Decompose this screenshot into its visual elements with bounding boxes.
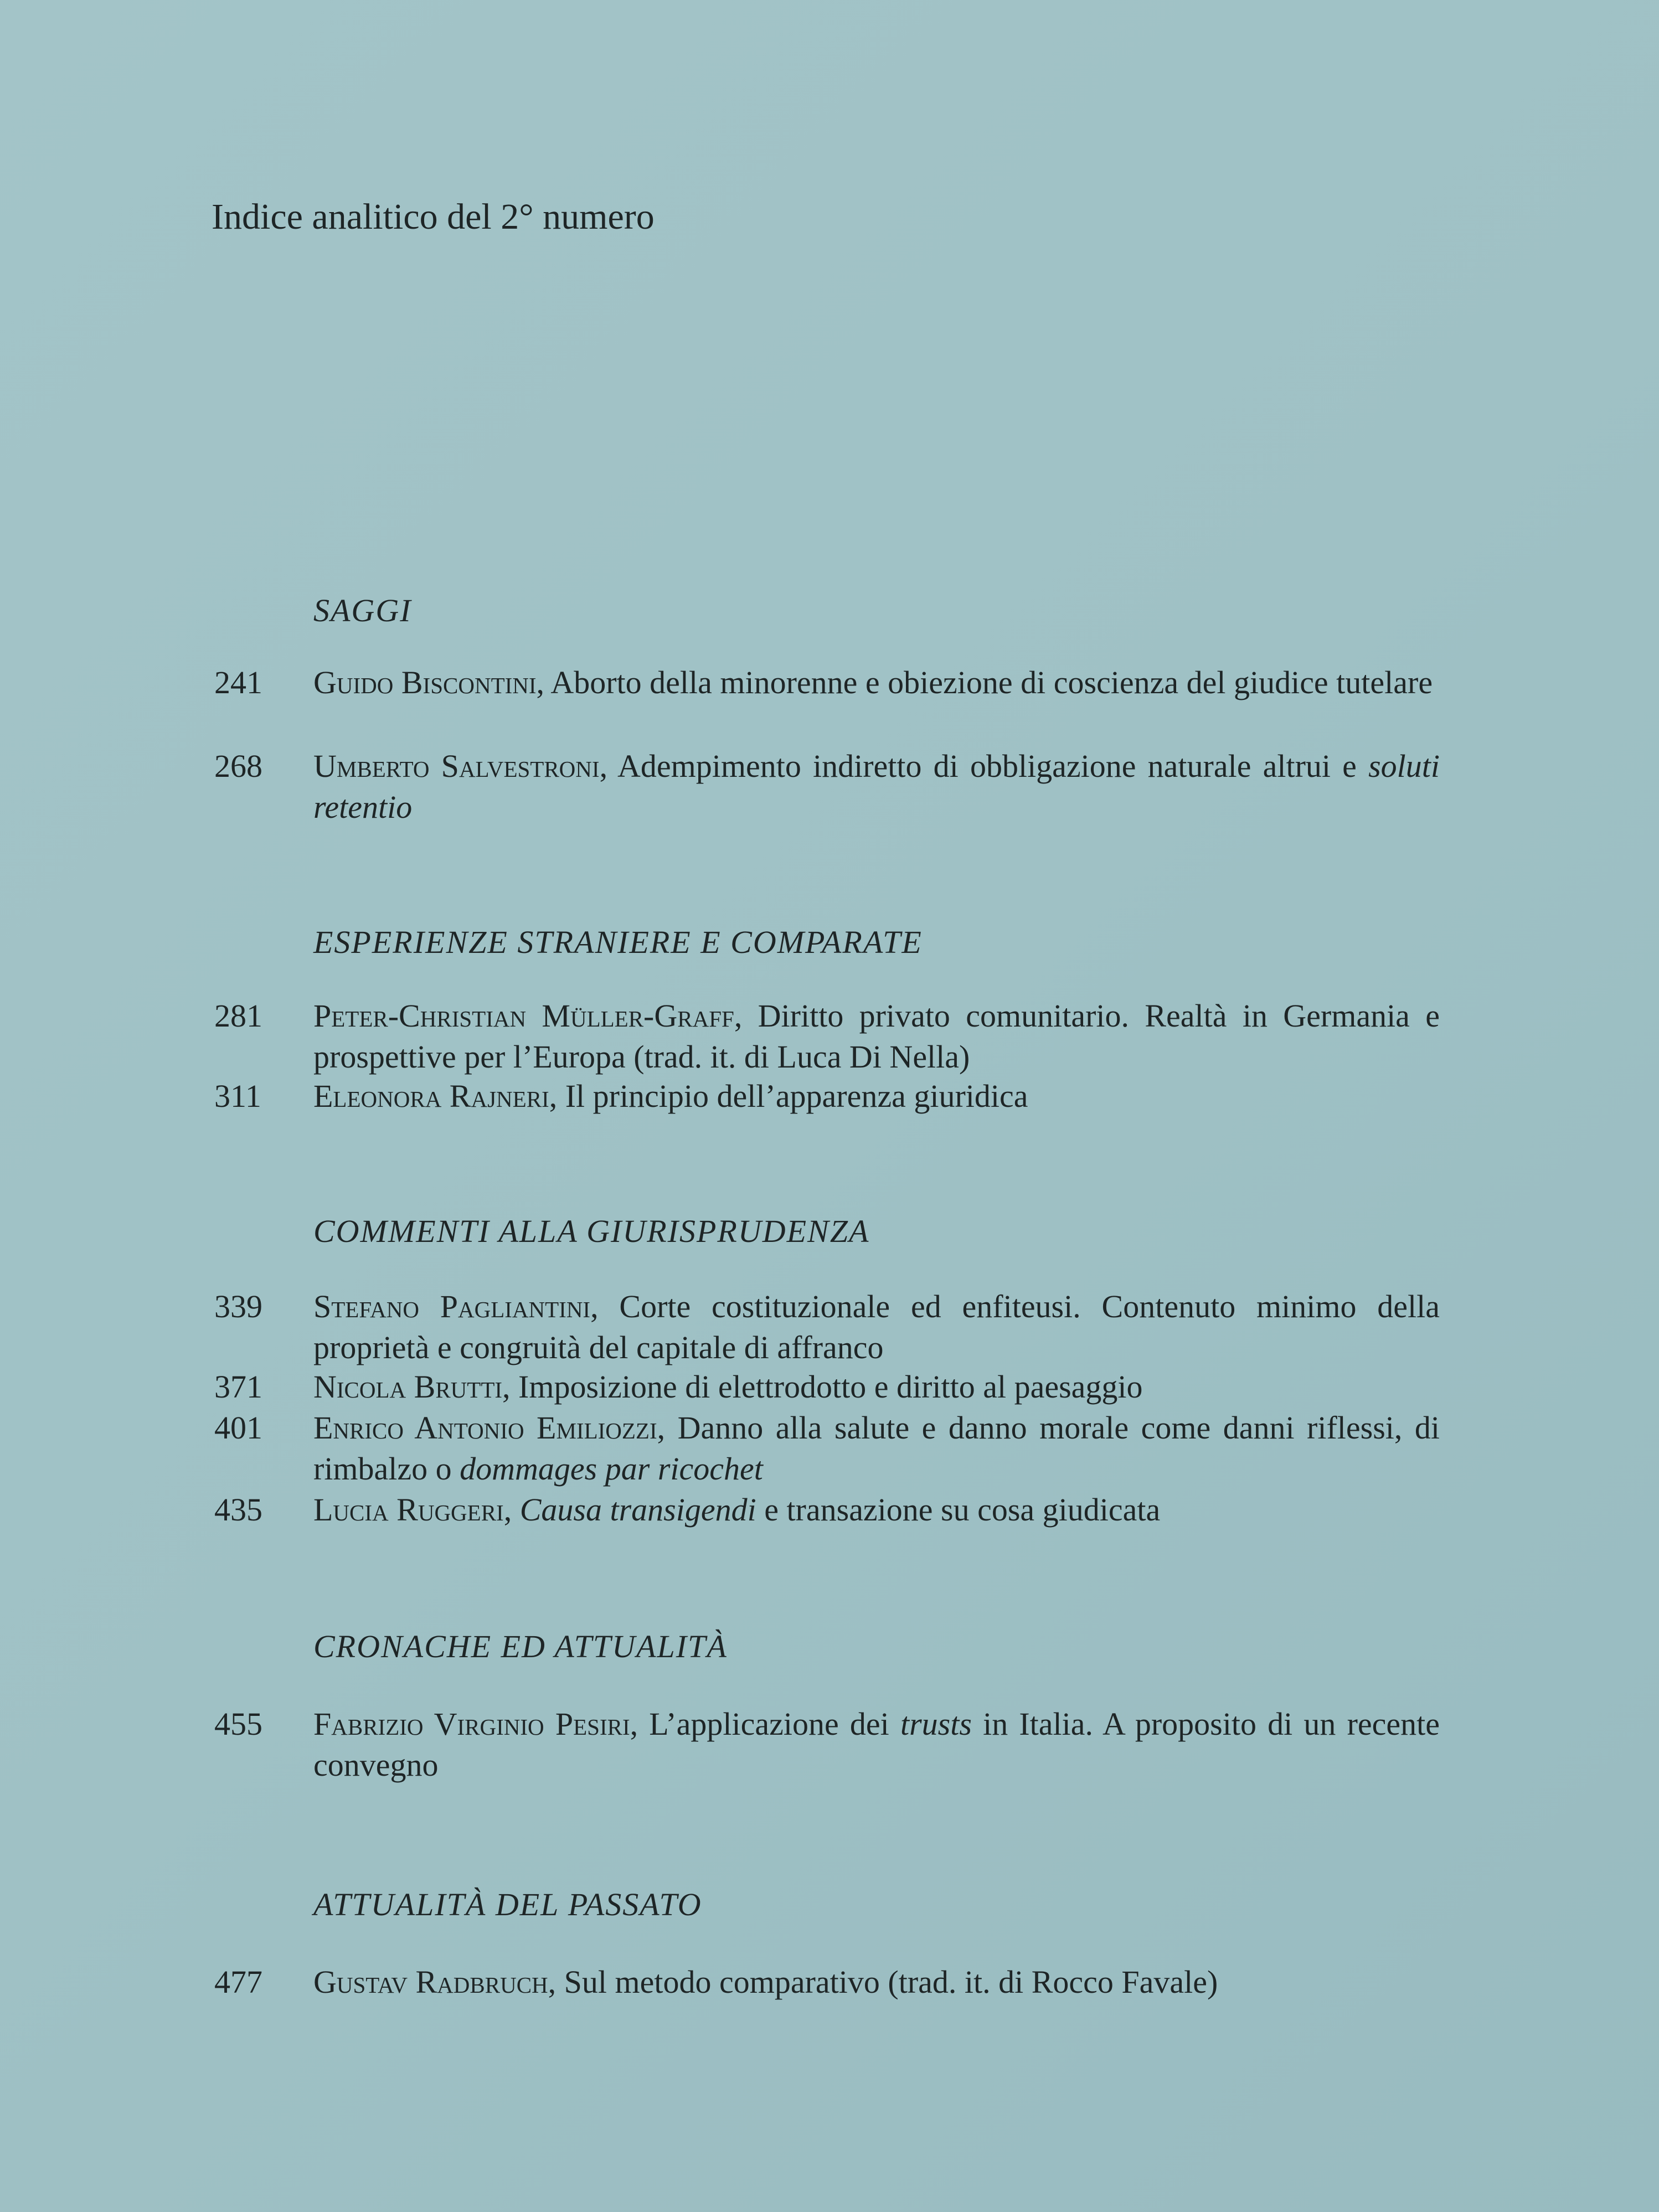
page-number: 455 (214, 1706, 262, 1742)
toc-entry (214, 662, 1440, 703)
title-part: e transazione su cosa giudicata (756, 1492, 1161, 1528)
title-part: , L’applicazione dei (630, 1706, 900, 1742)
page-title: Indice analitico del 2° numero (212, 197, 655, 237)
entry-text (313, 996, 1440, 1077)
toc-entry (214, 1286, 1440, 1368)
italic-title-part: dommages par ricochet (460, 1451, 763, 1487)
page-number: 371 (214, 1369, 262, 1405)
author-name: Stefano Pagliantini (313, 1288, 591, 1324)
entry-text (313, 1407, 1440, 1489)
page-number: 435 (214, 1492, 262, 1528)
title-part: , Sul metodo comparativo (trad. it. di Rocco Favale) (548, 1964, 1218, 2000)
toc-entry (214, 1367, 1440, 1407)
author-name: Lucia Ruggeri (313, 1492, 504, 1528)
page-number: 311 (214, 1078, 261, 1114)
title-part: , Aborto della minorenne e obiezione di coscienza del giudice tutelare (536, 664, 1433, 700)
title-part: , Adempimento indiretto di obbligazione naturale altrui e (599, 748, 1369, 784)
section-heading: ESPERIENZE STRANIERE E COMPARATE (313, 924, 923, 960)
entry-text (313, 1076, 1440, 1117)
toc-entry (214, 1076, 1440, 1117)
entry-text (313, 1962, 1440, 2003)
toc-entry (214, 1704, 1440, 1786)
section-heading: CRONACHE ED ATTUALITÀ (313, 1628, 728, 1664)
page-number: 477 (214, 1964, 262, 2000)
author-name: Fabrizio Virginio Pesiri (313, 1706, 630, 1742)
page-number: 339 (214, 1288, 262, 1324)
italic-title-part: trusts (900, 1706, 972, 1742)
italic-title-part: Causa transigendi (519, 1492, 756, 1528)
entry-text (313, 1489, 1440, 1530)
title-part: , Corte costituzionale ed enfiteusi. Contenuto minimo della proprietà e congruità del capitale di affranco (313, 1288, 1440, 1365)
toc-entry (214, 1489, 1440, 1530)
title-part: , Il principio dell’apparenza giuridica (549, 1078, 1028, 1114)
author-name: Gustav Radbruch (313, 1964, 548, 2000)
title-part: , Danno alla salute e danno morale come danni riflessi, di rimbalzo o (313, 1410, 1440, 1487)
entry-text (313, 662, 1440, 703)
section-heading: COMMENTI ALLA GIURISPRUDENZA (313, 1213, 870, 1249)
toc-entry (214, 1962, 1440, 2003)
title-part: , (503, 1492, 520, 1528)
entry-text (313, 746, 1440, 828)
title-part: , Diritto privato comunitario. Realtà in Germania e prospettive per l’Europa (trad. it. di Luca Di Nella) (313, 998, 1440, 1075)
section-heading: ATTUALITÀ DEL PASSATO (313, 1886, 702, 1922)
author-name: Eleonora Rajneri (313, 1078, 549, 1114)
toc-entry (214, 996, 1440, 1077)
toc-entry (214, 746, 1440, 828)
author-name: Nicola Brutti (313, 1369, 503, 1405)
toc-entry (214, 1407, 1440, 1489)
italic-title-part: soluti retentio (313, 748, 1440, 825)
author-name: Guido Biscontini (313, 664, 537, 700)
entry-text (313, 1704, 1440, 1786)
author-name: Umberto Salvestroni (313, 748, 600, 784)
author-name: Peter-Christian Müller-Graff (313, 998, 734, 1034)
page-number: 241 (214, 664, 262, 700)
section-heading: SAGGI (313, 592, 412, 628)
title-part: , Imposizione di elettrodotto e diritto al paesaggio (502, 1369, 1143, 1405)
entry-text (313, 1286, 1440, 1368)
page-number: 401 (214, 1410, 262, 1446)
entry-text (313, 1367, 1440, 1407)
page-number: 281 (214, 998, 262, 1034)
page-number: 268 (214, 748, 262, 784)
title-part: in Italia. A proposito di un recente convegno (313, 1706, 1440, 1783)
author-name: Enrico Antonio Emiliozzi (313, 1410, 657, 1446)
